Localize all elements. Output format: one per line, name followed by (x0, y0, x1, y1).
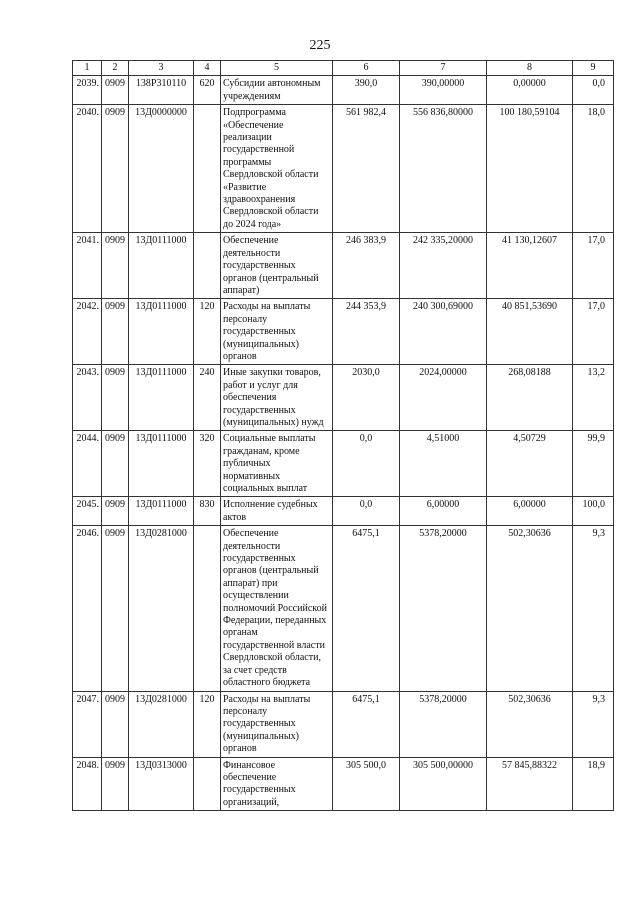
table-body (73, 61, 614, 811)
target-code-cell: 13Д0281000 (129, 526, 194, 691)
item-name-cell: Исполнение судебных актов (221, 497, 333, 526)
target-code-cell: 13Д0111000 (129, 431, 194, 497)
section-code-cell: 0909 (102, 365, 129, 431)
row-number-cell: 2042. (73, 299, 102, 365)
approved-amount-cell: 5378,20000 (400, 526, 487, 691)
target-code-cell: 13Д0111000 (129, 365, 194, 431)
table-row (73, 757, 614, 811)
table-row (73, 365, 614, 431)
section-code-cell: 0909 (102, 105, 129, 233)
target-code-cell: 138Р310110 (129, 76, 194, 105)
target-code-cell: 13Д0000000 (129, 105, 194, 233)
executed-amount-cell: 57 845,88322 (487, 757, 573, 811)
approved-amount-cell: 6,00000 (400, 497, 487, 526)
executed-amount-cell: 0,00000 (487, 76, 573, 105)
planned-amount-cell: 0,0 (333, 431, 400, 497)
expense-type-cell: 120 (194, 299, 221, 365)
expense-type-cell: 240 (194, 365, 221, 431)
planned-amount-cell: 6475,1 (333, 526, 400, 691)
execution-percent-cell: 99,9 (573, 431, 614, 497)
table-row (73, 76, 614, 105)
header-cell: 2 (102, 61, 129, 76)
row-number-cell: 2045. (73, 497, 102, 526)
section-code-cell: 0909 (102, 233, 129, 299)
item-name-cell: Иные закупки товаров, работ и услуг для обеспечения государственных (муниципальных) нужд (221, 365, 333, 431)
row-number-cell: 2039. (73, 76, 102, 105)
item-name-cell: Расходы на выплаты персоналу государственных (муниципальных) органов (221, 691, 333, 757)
execution-percent-cell: 9,3 (573, 526, 614, 691)
planned-amount-cell: 6475,1 (333, 691, 400, 757)
approved-amount-cell: 242 335,20000 (400, 233, 487, 299)
item-name-cell: Обеспечение деятельности государственных органов (центральный аппарат) (221, 233, 333, 299)
item-name-cell: Подпрограмма «Обеспечение реализации государственной программы Свердловской области «Развитие здравоохранения Свердловской области до 2024 года» (221, 105, 333, 233)
planned-amount-cell: 244 353,9 (333, 299, 400, 365)
header-cell: 8 (487, 61, 573, 76)
item-name-cell: Финансовое обеспечение государственных организаций, (221, 757, 333, 811)
execution-percent-cell: 13,2 (573, 365, 614, 431)
budget-table (72, 60, 614, 811)
planned-amount-cell: 561 982,4 (333, 105, 400, 233)
item-name-cell: Субсидии автономным учреждениям (221, 76, 333, 105)
target-code-cell: 13Д0313000 (129, 757, 194, 811)
approved-amount-cell: 240 300,69000 (400, 299, 487, 365)
section-code-cell: 0909 (102, 497, 129, 526)
target-code-cell: 13Д0281000 (129, 691, 194, 757)
section-code-cell: 0909 (102, 431, 129, 497)
executed-amount-cell: 41 130,12607 (487, 233, 573, 299)
item-name-cell: Социальные выплаты гражданам, кроме публичных нормативных социальных выплат (221, 431, 333, 497)
section-code-cell: 0909 (102, 757, 129, 811)
planned-amount-cell: 2030,0 (333, 365, 400, 431)
executed-amount-cell: 268,08188 (487, 365, 573, 431)
approved-amount-cell: 556 836,80000 (400, 105, 487, 233)
executed-amount-cell: 4,50729 (487, 431, 573, 497)
row-number-cell: 2048. (73, 757, 102, 811)
section-code-cell: 0909 (102, 526, 129, 691)
table-row (73, 526, 614, 691)
approved-amount-cell: 5378,20000 (400, 691, 487, 757)
expense-type-cell: 120 (194, 691, 221, 757)
header-cell: 4 (194, 61, 221, 76)
approved-amount-cell: 4,51000 (400, 431, 487, 497)
header-cell: 9 (573, 61, 614, 76)
section-code-cell: 0909 (102, 76, 129, 105)
row-number-cell: 2047. (73, 691, 102, 757)
header-cell: 3 (129, 61, 194, 76)
row-number-cell: 2044. (73, 431, 102, 497)
executed-amount-cell: 100 180,59104 (487, 105, 573, 233)
table-row (73, 105, 614, 233)
execution-percent-cell: 18,9 (573, 757, 614, 811)
execution-percent-cell: 100,0 (573, 497, 614, 526)
table-row (73, 431, 614, 497)
execution-percent-cell: 9,3 (573, 691, 614, 757)
table-header-row (73, 61, 614, 76)
planned-amount-cell: 390,0 (333, 76, 400, 105)
expense-type-cell: 830 (194, 497, 221, 526)
expense-type-cell (194, 105, 221, 233)
section-code-cell: 0909 (102, 299, 129, 365)
table-row (73, 299, 614, 365)
expense-type-cell (194, 526, 221, 691)
approved-amount-cell: 390,00000 (400, 76, 487, 105)
execution-percent-cell: 17,0 (573, 233, 614, 299)
executed-amount-cell: 502,30636 (487, 691, 573, 757)
execution-percent-cell: 0,0 (573, 76, 614, 105)
execution-percent-cell: 18,0 (573, 105, 614, 233)
target-code-cell: 13Д0111000 (129, 497, 194, 526)
expense-type-cell (194, 757, 221, 811)
executed-amount-cell: 6,00000 (487, 497, 573, 526)
planned-amount-cell: 305 500,0 (333, 757, 400, 811)
approved-amount-cell: 2024,00000 (400, 365, 487, 431)
planned-amount-cell: 0,0 (333, 497, 400, 526)
table-row (73, 497, 614, 526)
row-number-cell: 2043. (73, 365, 102, 431)
item-name-cell: Обеспечение деятельности государственных органов (центральный аппарат) при осуществлении полномочий Российской Федерации, переданных органам государственной власти Свердловской области, за счет средств областного бюджета (221, 526, 333, 691)
row-number-cell: 2046. (73, 526, 102, 691)
header-cell: 1 (73, 61, 102, 76)
header-cell: 5 (221, 61, 333, 76)
target-code-cell: 13Д0111000 (129, 233, 194, 299)
approved-amount-cell: 305 500,00000 (400, 757, 487, 811)
expense-type-cell: 320 (194, 431, 221, 497)
table-row (73, 691, 614, 757)
row-number-cell: 2041. (73, 233, 102, 299)
executed-amount-cell: 502,30636 (487, 526, 573, 691)
header-cell: 7 (400, 61, 487, 76)
execution-percent-cell: 17,0 (573, 299, 614, 365)
expense-type-cell (194, 233, 221, 299)
section-code-cell: 0909 (102, 691, 129, 757)
executed-amount-cell: 40 851,53690 (487, 299, 573, 365)
target-code-cell: 13Д0111000 (129, 299, 194, 365)
table-row (73, 233, 614, 299)
page-number: 225 (309, 38, 331, 53)
item-name-cell: Расходы на выплаты персоналу государственных (муниципальных) органов (221, 299, 333, 365)
row-number-cell: 2040. (73, 105, 102, 233)
planned-amount-cell: 246 383,9 (333, 233, 400, 299)
expense-type-cell: 620 (194, 76, 221, 105)
header-cell: 6 (333, 61, 400, 76)
